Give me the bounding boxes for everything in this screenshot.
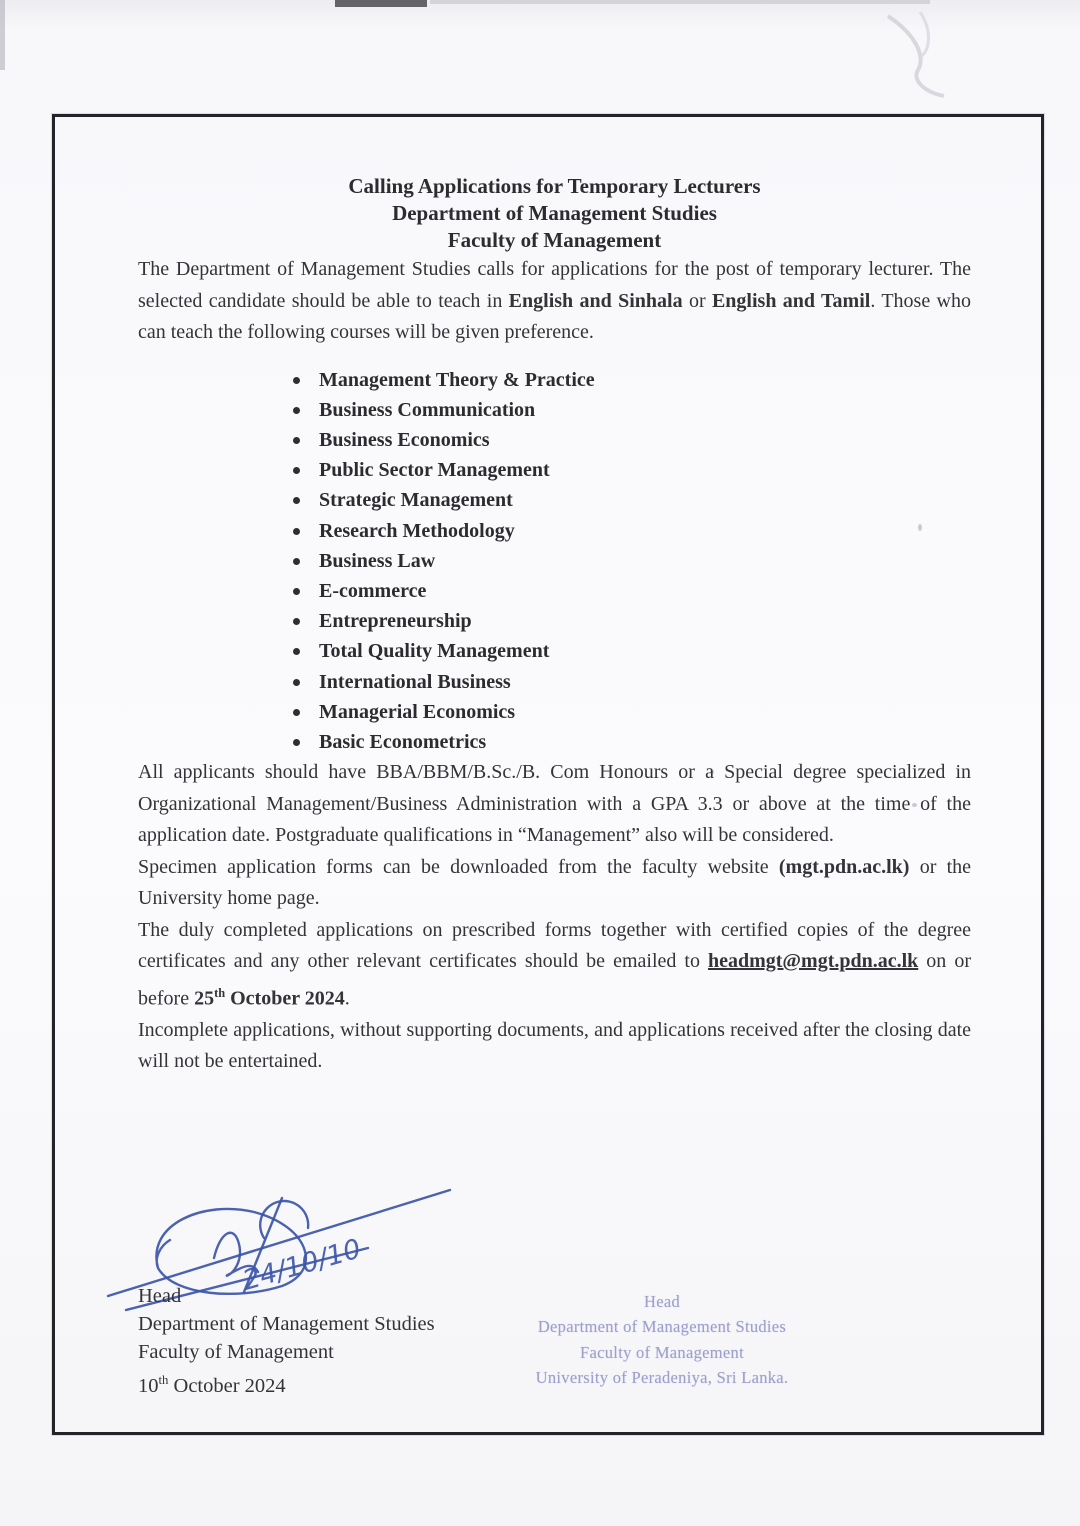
- document-title: [138, 173, 971, 254]
- bullet-icon: [293, 618, 300, 625]
- signatory-title: Head: [138, 1285, 182, 1307]
- course-item: [138, 697, 971, 727]
- signature-handwritten-note: 24/10/10: [239, 1233, 365, 1297]
- course-label: Public Sector Management: [319, 459, 550, 482]
- signatory-department: Department of Management Studies: [138, 1313, 435, 1335]
- course-label: International Business: [319, 670, 511, 693]
- forms-paragraph: [138, 852, 971, 915]
- bullet-icon: [293, 588, 300, 595]
- stamp-line-2: Department of Management Studies: [537, 1317, 787, 1337]
- text-run: 10: [138, 1374, 159, 1397]
- course-label: Business Economics: [319, 428, 490, 451]
- signatory-faculty: Faculty of Management: [138, 1341, 334, 1363]
- text-run: The Department of Management Studies calls for applications for the post of temporary lecturer. The selected candidate should be able to teach in: [138, 258, 971, 312]
- course-item: [138, 546, 971, 576]
- stamp-line-1: Head: [643, 1292, 680, 1311]
- department-stamp: [490, 1289, 834, 1390]
- bullet-icon: [293, 467, 300, 474]
- title-line-2: Department of Management Studies: [392, 201, 717, 225]
- stamp-line-3: Faculty of Management: [580, 1342, 744, 1362]
- bullet-icon: [293, 497, 300, 504]
- text-run: or the University home page.: [138, 855, 971, 910]
- text-run: on or before: [138, 950, 971, 1010]
- bullet-icon: [293, 648, 300, 655]
- course-label: E-commerce: [319, 579, 427, 602]
- title-line-1: Calling Applications for Temporary Lecturers: [348, 174, 761, 198]
- course-label: Business Communication: [319, 398, 536, 421]
- text-run: th: [214, 985, 226, 1000]
- course-item: [138, 425, 971, 455]
- course-label: Research Methodology: [319, 519, 515, 542]
- text-run: .: [344, 987, 350, 1010]
- course-item: [138, 485, 971, 515]
- course-label: Business Law: [319, 549, 436, 572]
- text-run: The duly completed applications on prescribed forms together with certified copies of the degree certificates and any other relevant certificates should be emailed to: [138, 918, 971, 973]
- text-run: Incomplete applications, without supporting documents, and applications received after the closing date will not be entertained.: [138, 1018, 971, 1073]
- text-run: October 2024: [225, 987, 345, 1010]
- text-run: (mgt.pdn.ac.lk): [778, 855, 910, 878]
- course-label: Strategic Management: [319, 489, 513, 512]
- bullet-icon: [293, 558, 300, 565]
- title-line-3: Faculty of Management: [447, 228, 662, 252]
- course-label: Management Theory & Practice: [319, 368, 595, 391]
- text-run: English and Tamil: [711, 289, 871, 312]
- course-item: [138, 576, 971, 606]
- bullet-icon: [293, 709, 300, 716]
- incomplete-paragraph: [138, 1015, 971, 1078]
- document-border-frame: [52, 114, 1044, 1435]
- paper-crumple-mark: [860, 4, 980, 114]
- course-item: [138, 727, 971, 757]
- course-label: Basic Econometrics: [319, 730, 487, 753]
- course-label: Managerial Economics: [319, 700, 516, 723]
- course-item: [138, 636, 971, 666]
- text-run: 25: [194, 987, 215, 1010]
- text-run: . Those who can teach the following courses will be given preference.: [138, 289, 971, 343]
- document-date: [138, 1366, 435, 1400]
- text-run: October 2024: [168, 1374, 286, 1397]
- scan-artifact-edge: [0, 0, 5, 70]
- course-item: [138, 365, 971, 395]
- text-run: or: [682, 289, 712, 312]
- text-run: th: [158, 1373, 169, 1387]
- intro-paragraph: [138, 254, 971, 349]
- scan-artifact-strip: [335, 0, 427, 7]
- qualifications-paragraph: [138, 757, 971, 852]
- course-label: Total Quality Management: [319, 640, 550, 663]
- course-item: [138, 455, 971, 485]
- bullet-icon: [293, 407, 300, 414]
- course-item: [138, 606, 971, 636]
- text-run: English and Sinhala: [508, 289, 683, 312]
- text-run: headmgt@mgt.pdn.ac.lk: [707, 950, 919, 973]
- bullet-icon: [293, 377, 300, 384]
- course-item: [138, 395, 971, 425]
- course-list: [138, 365, 971, 758]
- course-label: Entrepreneurship: [319, 610, 472, 633]
- course-item: [138, 516, 971, 546]
- bullet-icon: [293, 437, 300, 444]
- signatory-block: [138, 1282, 435, 1400]
- bullet-icon: [293, 679, 300, 686]
- stamp-line-4: University of Peradeniya, Sri Lanka.: [535, 1367, 789, 1387]
- bullet-icon: [293, 739, 300, 746]
- scan-artifact-strip: [430, 0, 930, 4]
- text-run: All applicants should have BBA/BBM/B.Sc./B. Com Honours or a Special degree specialized in Organizational Management/Business Administration with a GPA 3.3 or above at the time of the application date. Postgraduate qualifications in “Management” also will be considered.: [138, 761, 971, 847]
- course-item: [138, 667, 971, 697]
- text-run: Specimen application forms can be downloaded from the faculty website: [138, 855, 779, 878]
- bullet-icon: [293, 528, 300, 535]
- submission-paragraph: [138, 915, 971, 1015]
- document-body: [55, 117, 1041, 1078]
